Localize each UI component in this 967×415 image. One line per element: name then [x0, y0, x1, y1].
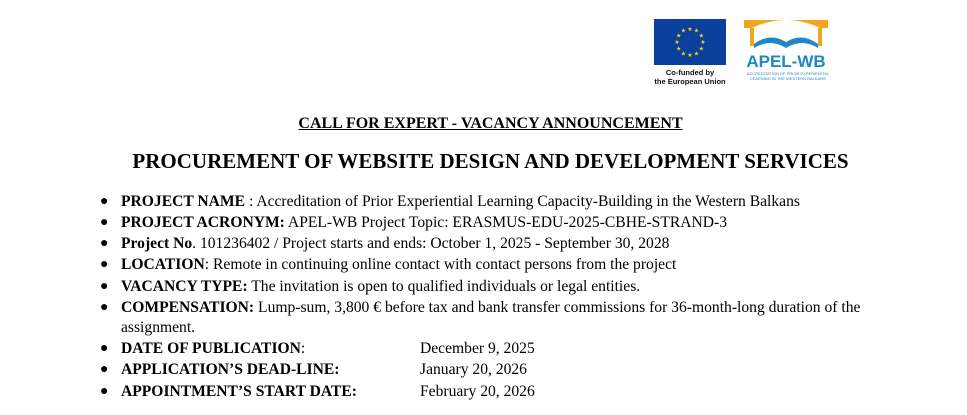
date-label: DATE OF PUBLICATION [121, 340, 301, 357]
eu-star-icon: ★ [687, 53, 693, 59]
eu-star-icon: ★ [698, 46, 704, 53]
apel-wb-logo [736, 14, 843, 89]
document-title: PROCUREMENT OF WEBSITE DESIGN AND DEVELOPMENT SERVICES [132, 149, 849, 173]
eu-star-icon: ★ [687, 27, 693, 33]
date-label-suffix: : [300, 340, 306, 357]
apel-wb-tagline [738, 71, 838, 81]
item-label: VACANCY TYPE: [121, 278, 248, 295]
item-label: PROJECT ACRONYM: [121, 214, 285, 231]
eu-caption-line1: Co-funded by [665, 68, 715, 77]
bullet: ● [100, 279, 109, 294]
item-text: Lump-sum, 3,800 € before tax and bank transfer commissions for 36-month-long duration of the assignment. [121, 299, 861, 336]
apel-wb-tagline-line1: ACCREDITATION OF PRIOR EXPERIENTIAL [746, 71, 830, 76]
bullet: ● [100, 236, 109, 251]
eu-star-icon: ★ [674, 40, 680, 46]
eu-star-icon: ★ [676, 46, 682, 53]
date-label: APPLICATION’S DEAD-LINE: [121, 361, 340, 378]
bullet: ● [100, 300, 109, 315]
eu-star-icon: ★ [693, 51, 700, 58]
date-value: December 9, 2025 [420, 340, 535, 357]
eu-caption-line2: the European Union [654, 77, 726, 86]
bullet: ● [100, 215, 109, 230]
eu-star-icon: ★ [676, 33, 682, 40]
bullet: ● [100, 384, 109, 399]
apel-book-bridge-icon [736, 14, 836, 54]
item-text: APEL-WB Project Topic: ERASMUS-EDU-2025-CBHE-STRAND-3 [284, 214, 728, 231]
eu-star-icon: ★ [700, 40, 706, 46]
bullet: ● [100, 257, 109, 272]
header-logos [648, 14, 843, 89]
date-label: APPOINTMENT’S START DATE: [121, 383, 357, 400]
eu-star-icon: ★ [680, 28, 687, 35]
apel-wb-name: APEL-WB [746, 52, 826, 71]
date-value: February 20, 2026 [420, 383, 535, 400]
item-label: Project No [121, 235, 193, 252]
eu-caption [648, 68, 732, 86]
item-text: : Remote in continuing online contact with contact persons from the project [204, 256, 677, 273]
item-text: : Accreditation of Prior Experiential Learning Capacity-Building in the Western Balkans [245, 193, 800, 210]
call-heading: CALL FOR EXPERT - VACANCY ANNOUNCEMENT [298, 115, 683, 132]
bullet: ● [100, 362, 109, 377]
bullet: ● [100, 341, 109, 356]
item-label: LOCATION [121, 256, 205, 273]
bullet: ● [100, 194, 109, 209]
item-text: The invitation is open to qualified individuals or legal entities. [247, 278, 641, 295]
item-label: PROJECT NAME [121, 193, 246, 210]
eu-flag-icon [654, 19, 726, 65]
item-label: COMPENSATION: [121, 299, 255, 316]
item-text: . 101236402 / Project starts and ends: October 1, 2025 - September 30, 2028 [192, 235, 670, 252]
eu-star-icon: ★ [680, 51, 687, 58]
eu-star-icon: ★ [693, 28, 700, 35]
date-value: January 20, 2026 [420, 361, 527, 378]
apel-wb-tagline-line2: LEARNING IN THE WESTERN BALKANS [750, 76, 826, 81]
eu-star-icon: ★ [698, 33, 704, 40]
